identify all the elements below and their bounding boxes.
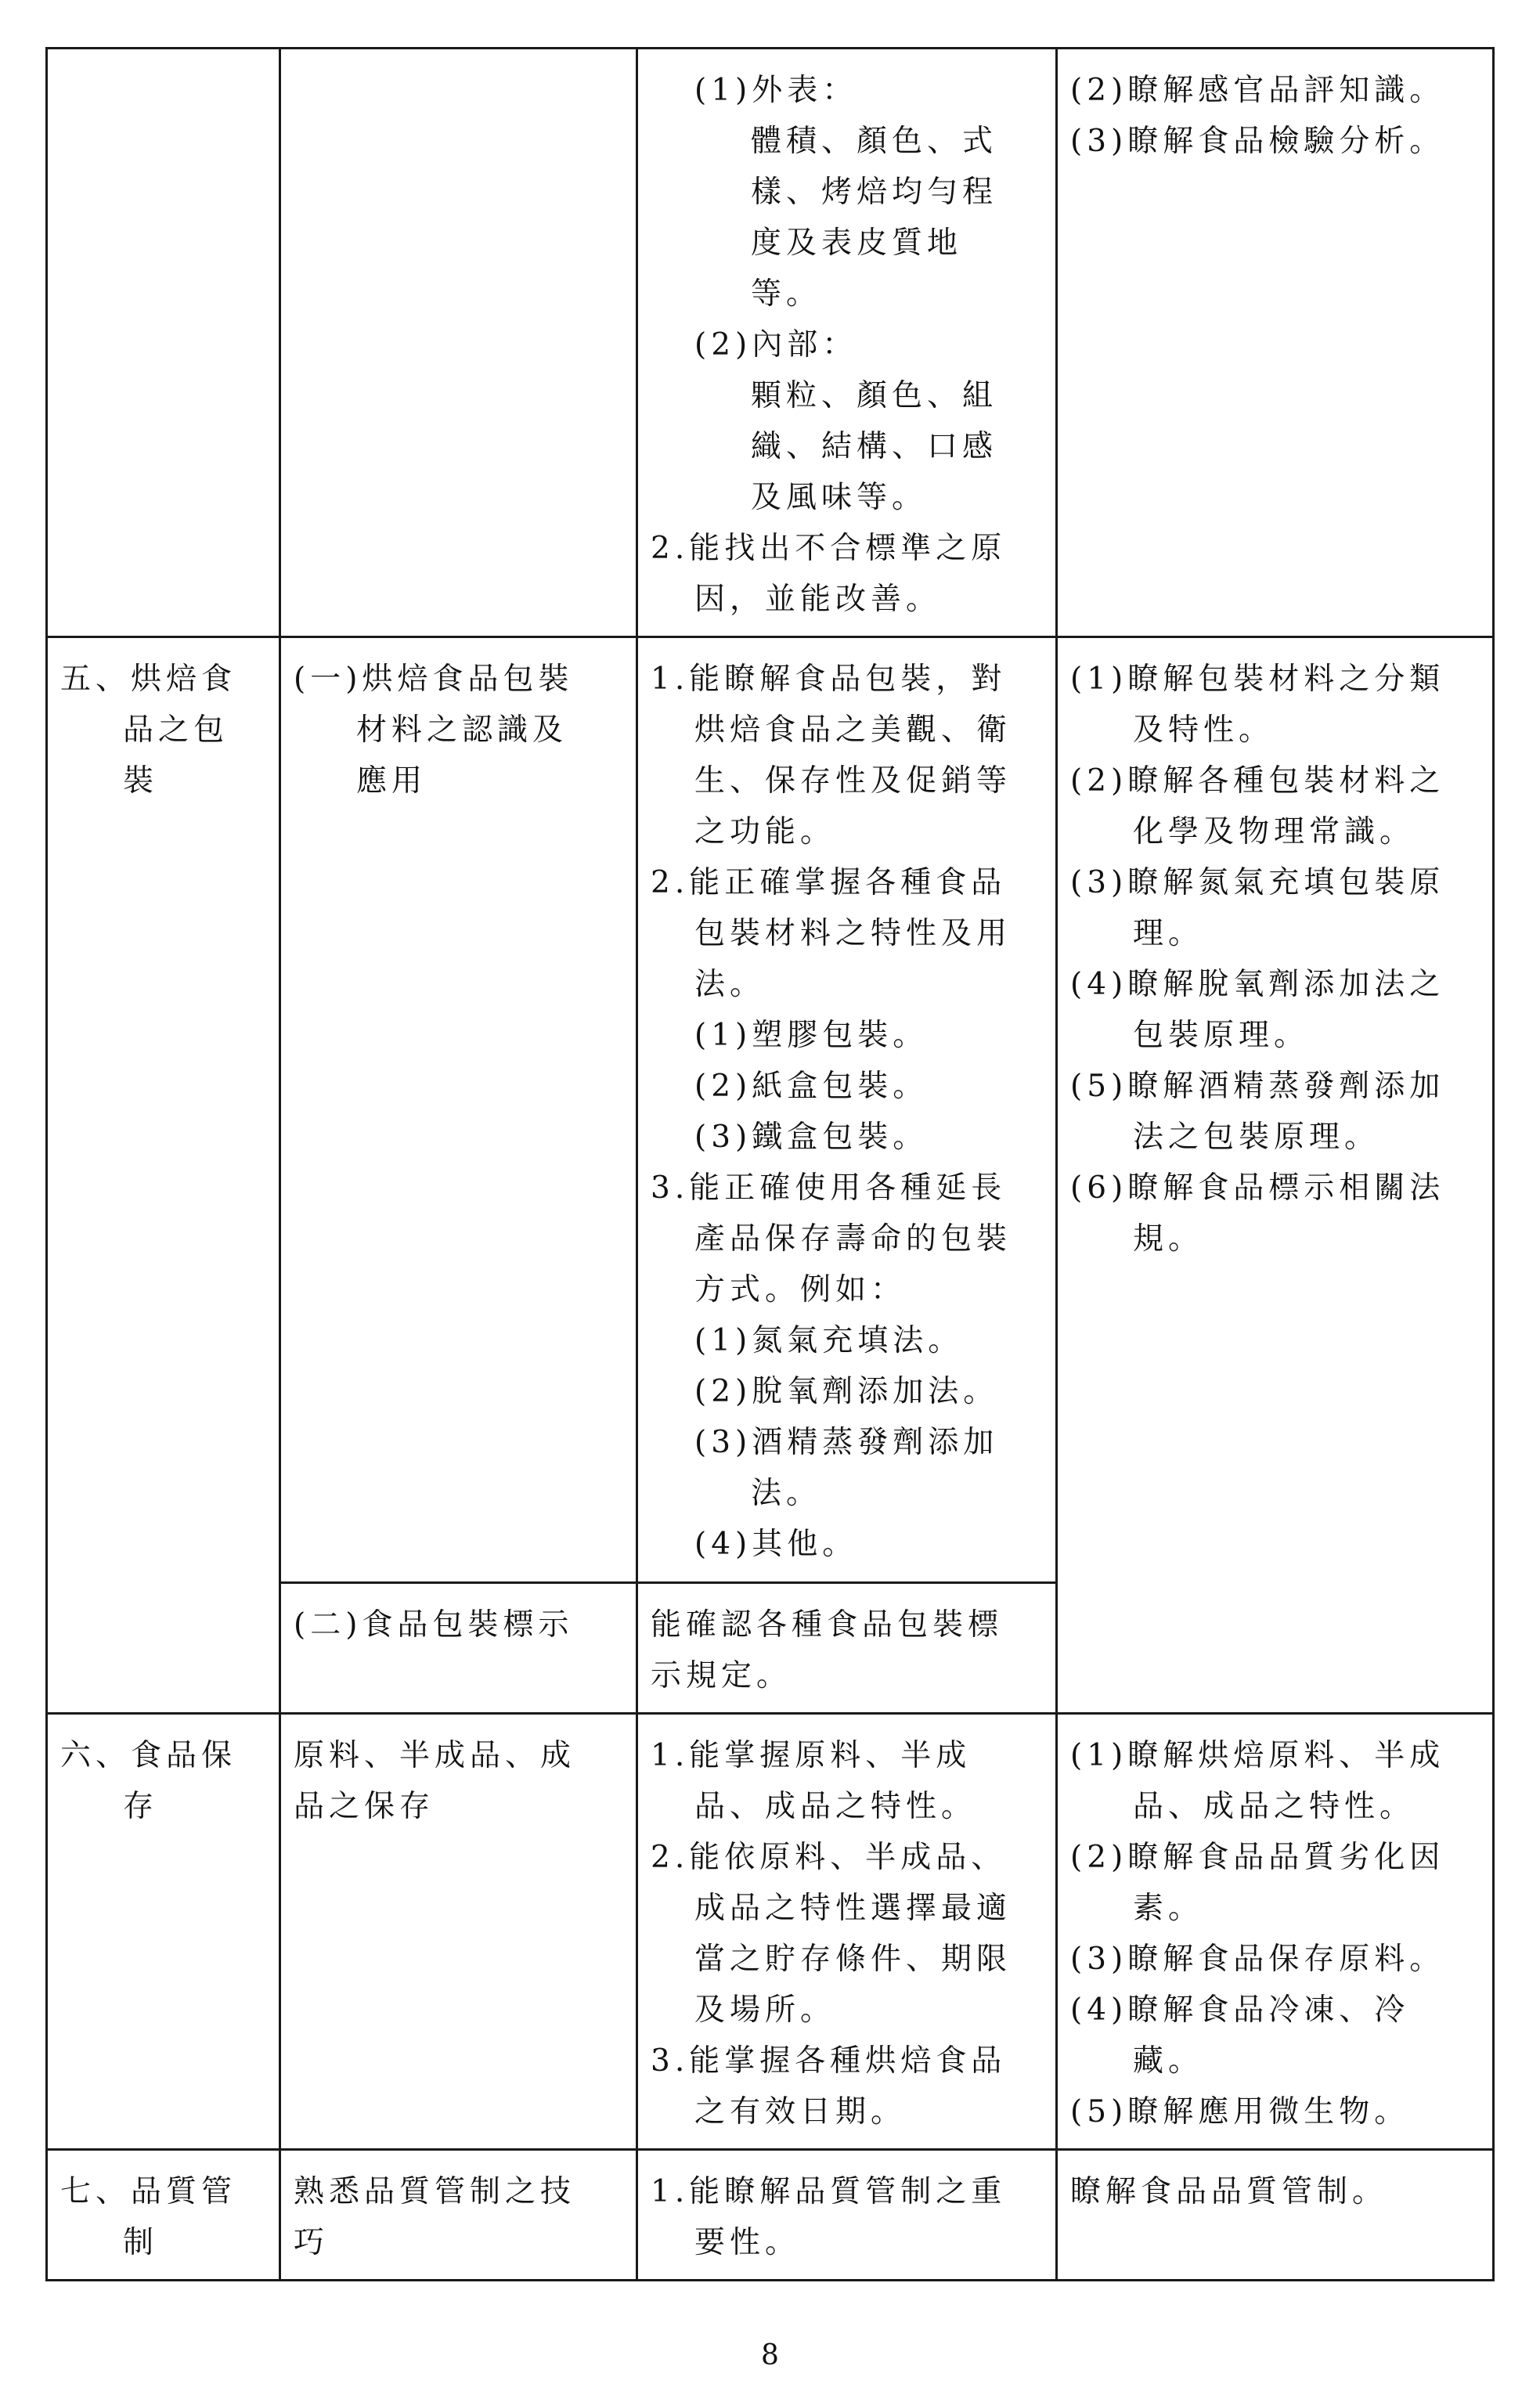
subtopic-cell [280,49,637,637]
list-item: 方式。例如： [694,1272,907,1307]
list-item: 及風味等。 [751,480,928,515]
list-item: 品、成品之特性。 [694,1789,977,1824]
list-item: 規。 [1133,1221,1204,1257]
topic-title: 品之包 [123,712,229,748]
knowledge-cell [1057,1714,1494,2150]
list-item: (4)瞭解脫氧劑添加法之 [1070,967,1445,1002]
list-item: (2)內部： [694,327,858,362]
specification-table [45,47,1495,2281]
list-item: (1)外表： [694,73,858,108]
list-item: 瞭解食品品質管制。 [1070,2174,1388,2209]
list-item: 2.能正確掌握各種食品 [651,865,1007,900]
list-item: (1)瞭解包裝材料之分類 [1070,662,1445,697]
knowledge-cell [1057,2150,1494,2281]
subtopic-title: (二)食品包裝標示 [294,1607,574,1643]
list-item: (1)氮氣充填法。 [694,1323,964,1358]
topic-title: 存 [123,1789,159,1824]
list-item: (2)瞭解感官品評知識。 [1070,73,1445,108]
list-item: 法之包裝原理。 [1133,1120,1380,1155]
list-item: (4)其他。 [694,1527,858,1562]
list-item: 理。 [1133,916,1204,951]
subtopic-title: 原料、半成品、成 [294,1738,576,1773]
list-item: 示規定。 [651,1658,792,1693]
subtopic-title: 材料之認識及 [356,712,568,748]
knowledge-cell [1057,637,1494,1714]
skill-cell [637,1583,1057,1714]
list-item: 2.能找出不合標準之原 [651,531,1007,566]
topic-title: 五、烘焙食 [60,662,237,697]
list-item: 顆粒、顏色、組 [751,378,998,413]
list-item: 之有效日期。 [694,2094,907,2130]
list-item: 及特性。 [1133,712,1275,748]
subtopic-cell [280,637,637,1583]
list-item: 3.能掌握各種烘焙食品 [651,2043,1007,2079]
skill-cell [637,49,1057,637]
knowledge-cell [1057,49,1494,637]
list-item: 生、保存性及促銷等 [694,763,1012,799]
skill-cell [637,2150,1057,2281]
list-item: (2)脫氧劑添加法。 [694,1374,999,1409]
subtopic-title: 品之保存 [294,1789,435,1824]
subtopic-cell [280,1583,637,1714]
list-item: 3.能正確使用各種延長 [651,1170,1007,1206]
list-item: 2.能依原料、半成品、 [651,1840,1007,1875]
list-item: 之功能。 [694,814,836,849]
list-item: 因，並能改善。 [694,582,942,617]
subtopic-title: 巧 [294,2225,330,2260]
list-item: 藏。 [1133,2043,1204,2079]
subtopic-title: (一)烘焙食品包裝 [294,662,574,697]
list-item: 1.能瞭解食品包裝，對 [651,662,1007,697]
list-item: 1.能瞭解品質管制之重 [651,2174,1007,2209]
list-item: 織、結構、口感 [751,429,998,464]
list-item: (2)紙盒包裝。 [694,1069,929,1104]
subtopic-cell [280,2150,637,2281]
table-row [47,1714,1494,2150]
list-item: (3)鐵盒包裝。 [694,1120,929,1155]
topic-cell [47,2150,280,2281]
list-item: (1)瞭解烘焙原料、半成 [1070,1738,1445,1773]
list-item: (1)塑膠包裝。 [694,1018,929,1053]
subtopic-cell [280,1714,637,2150]
list-item: (4)瞭解食品冷凍、冷 [1070,1992,1410,2028]
topic-cell [47,1714,280,2150]
list-item: (6)瞭解食品標示相關法 [1070,1170,1445,1206]
list-item: 成品之特性選擇最適 [694,1891,1012,1926]
list-item: 法。 [751,1476,822,1511]
subtopic-title: 熟悉品質管制之技 [294,2174,576,2209]
list-item: (3)酒精蒸發劑添加 [694,1425,999,1460]
topic-title: 裝 [123,763,159,799]
list-item: 樣、烤焙均勻程 [751,175,998,210]
topic-title: 制 [123,2225,159,2260]
list-item: 1.能掌握原料、半成 [651,1738,972,1773]
list-item: (2)瞭解食品品質劣化因 [1070,1840,1445,1875]
list-item: 度及表皮質地 [751,225,963,261]
table-row [47,2150,1494,2281]
list-item: 體積、顏色、式 [751,124,998,159]
skill-cell [637,637,1057,1583]
topic-cell [47,49,280,637]
list-item: (3)瞭解氮氣充填包裝原 [1070,865,1445,900]
topic-title: 六、食品保 [60,1738,237,1773]
list-item: (5)瞭解應用微生物。 [1070,2094,1410,2130]
table-row [47,49,1494,637]
list-item: 法。 [694,967,766,1002]
list-item: (3)瞭解食品檢驗分析。 [1070,124,1445,159]
subtopic-title: 應用 [356,763,427,799]
list-item: 等。 [751,276,822,312]
list-item: 烘焙食品之美觀、衛 [694,712,1012,748]
list-item: (2)瞭解各種包裝材料之 [1070,763,1445,799]
skill-cell [637,1714,1057,2150]
topic-title: 七、品質管 [60,2174,237,2209]
list-item: 要性。 [694,2225,801,2260]
topic-cell [47,637,280,1714]
list-item: (3)瞭解食品保存原料。 [1070,1942,1445,1977]
table-row [47,637,1494,1583]
list-item: 能確認各種食品包裝標 [651,1607,1004,1643]
list-item: 及場所。 [694,1992,836,2028]
list-item: 產品保存壽命的包裝 [694,1221,1012,1257]
list-item: 當之貯存條件、期限 [694,1942,1012,1977]
page-number: 8 [761,2339,779,2371]
list-item: 包裝原理。 [1133,1018,1310,1053]
list-item: 化學及物理常識。 [1133,814,1416,849]
list-item: (5)瞭解酒精蒸發劑添加 [1070,1069,1445,1104]
list-item: 素。 [1133,1891,1204,1926]
list-item: 品、成品之特性。 [1133,1789,1416,1824]
list-item: 包裝材料之特性及用 [694,916,1012,951]
